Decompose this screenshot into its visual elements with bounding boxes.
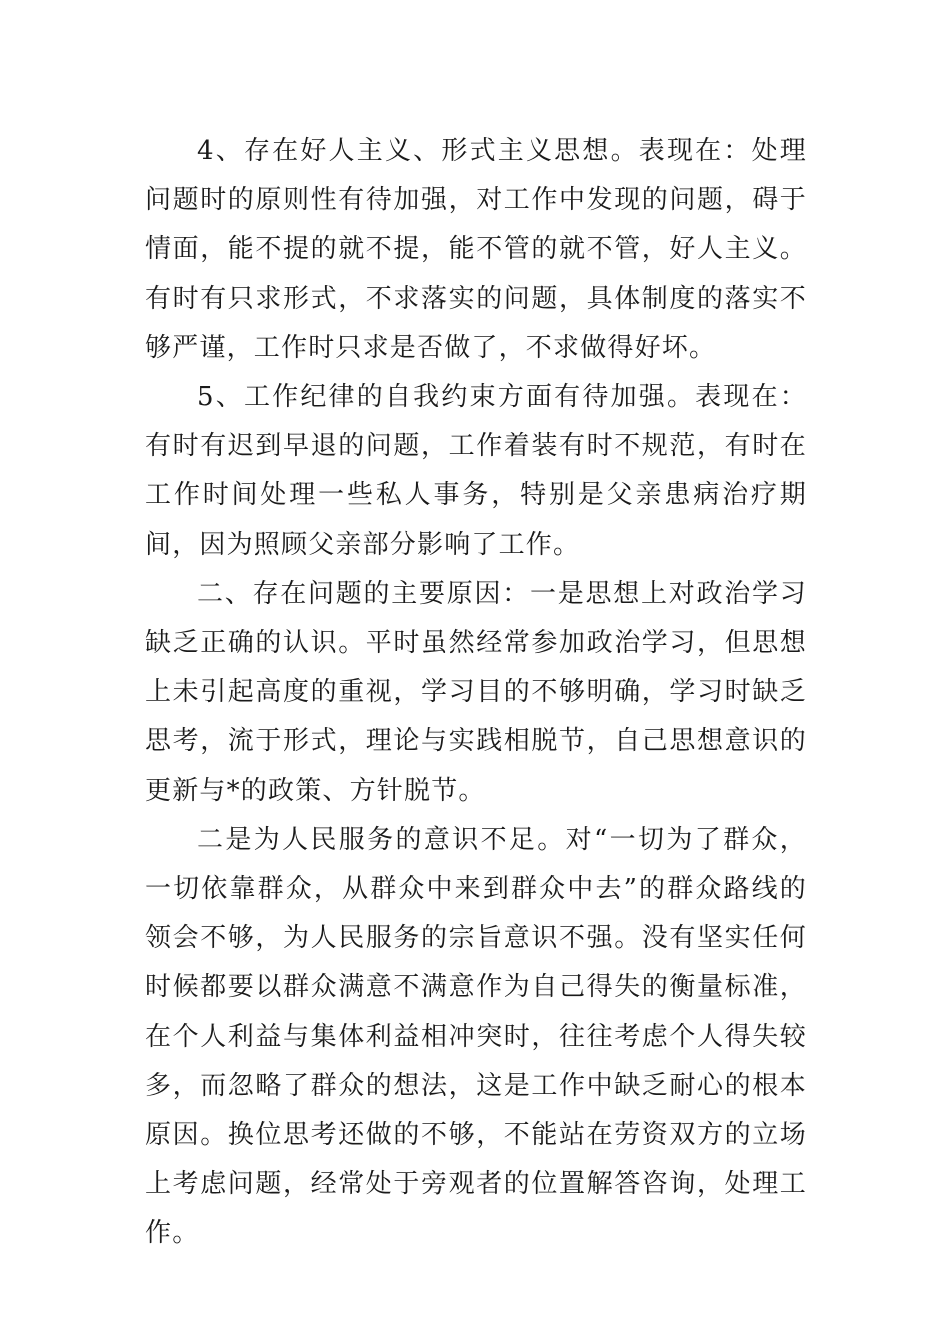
paragraph-item-4: 4、存在好人主义、形式主义思想。表现在：处理问题时的原则性有待加强，对工作中发现的问题，碍于情面，能不提的就不提，能不管的就不管，好人主义。有时有只求形式，不求落实的问题，具体制度的落实不够严谨，工作时只求是否做了，不求做得好坏。 <box>145 136 807 363</box>
paragraph-section-2-reason-1: 二、存在问题的主要原因：一是思想上对政治学习缺乏正确的认识。平时虽然经常参加政治学习，但思想上未引起高度的重视，学习目的不够明确，学习时缺乏思考，流于形式，理论与实践相脱节，自己思想意识的更新与*的政策、方针脱节。 <box>145 578 807 806</box>
paragraph-item-5: 5、工作纪律的自我约束方面有待加强。表现在：有时有迟到早退的问题，工作着装有时不规范，有时在工作时间处理一些私人事务，特别是父亲患病治疗期间，因为照顾父亲部分影响了工作。 <box>145 382 807 560</box>
document-body <box>145 127 807 1259</box>
paragraph-section-2-reason-2: 二是为人民服务的意识不足。对“一切为了群众，一切依靠群众，从群众中来到群众中去”的群众路线的领会不够，为人民服务的宗旨意识不强。没有坚实任何时候都要以群众满意不满意作为自己得失的衡量标准，在个人利益与集体利益相冲突时，往往考虑个人得失较多，而忽略了群众的想法，这是工作中缺乏耐心的根本原因。换位思考还做的不够，不能站在劳资双方的立场上考虑问题，经常处于旁观者的位置解答咨询，处理工作。 <box>145 824 807 1249</box>
